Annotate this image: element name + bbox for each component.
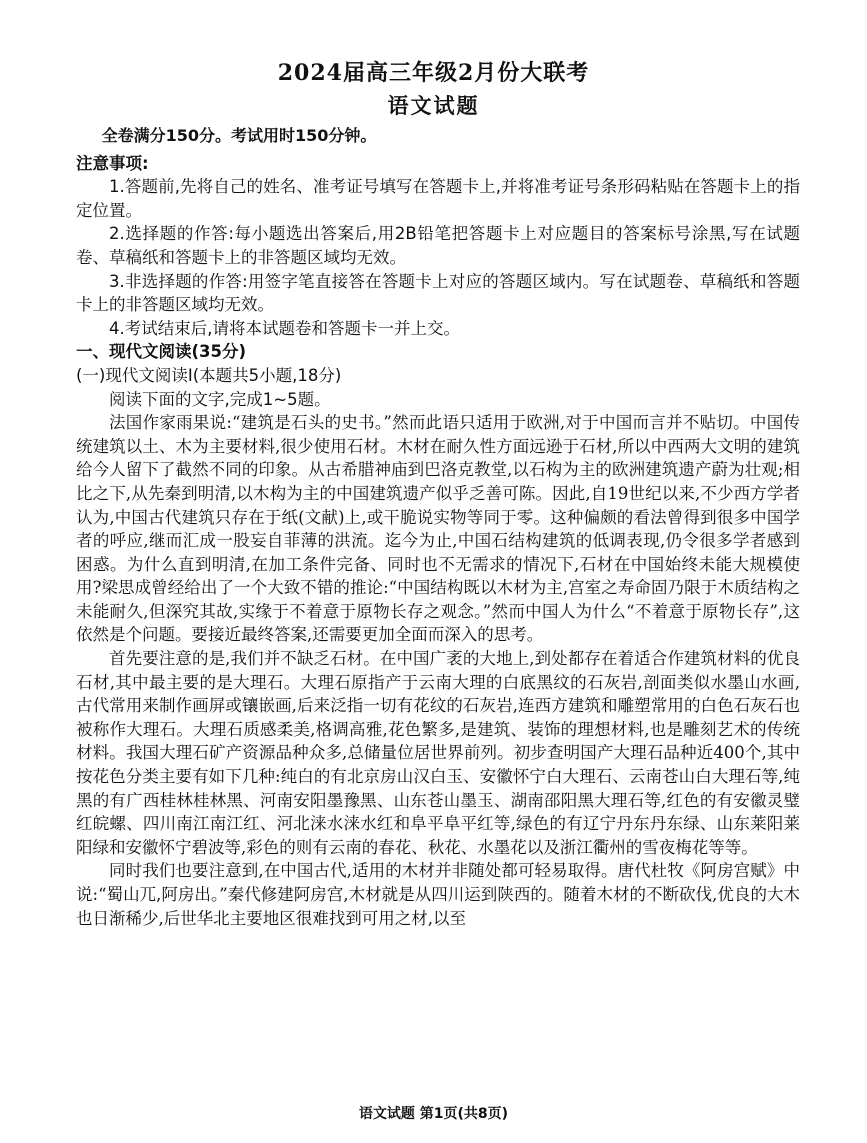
exam-title: 2024届高三年级2月份大联考 [277, 60, 590, 86]
passage-paragraph-2: 首先要注意的是,我们并不缺乏石材。在中国广袤的大地上,到处都存在着适合作建筑材料的优良石材,其中最主要的是大理石。大理石原指产于云南大理的白底黑纹的石灰岩,剖面类似水墨山水画,古代常用来制作画屏或镶嵌画,后来泛指一切有花纹的石灰岩,连西方建筑和雕塑常用的白色石灰石也被称作大理石。大理石质感柔美,格调高雅,花色繁多,是建筑、装饰的理想材料,也是雕刻艺术的传统材料。我国大理石矿产资源品种众多,总储量位居世界前列。初步查明国产大理石品种近400个,其中按花色分类主要有如下几种:纯白的有北京房山汉白玉、安徽怀宁白大理石、云南苍山白大理石等,纯黑的有广西桂林桂林黑、河南安阳墨豫黑、山东苍山墨玉、湖南邵阳黑大理石等,红色的有安徽灵璧红皖螺、四川南江南江红、河北涞水涞水红和阜平阜平红等,绿色的有辽宁丹东丹东绿、山东莱阳莱阳绿和安徽怀宁碧波等,彩色的则有云南的春花、秋花、水墨花以及浙江衢州的雪夜梅花等等。 [76, 649, 800, 857]
notice-item-2: 2.选择题的作答:每小题选出答案后,用2B铅笔把答题卡上对应题目的答案标号涂黑,写在试题卷、草稿纸和答题卡上的非答题区域均无效。 [76, 224, 800, 267]
passage-paragraph-3: 同时我们也要注意到,在中国古代,适用的木材并非随处都可轻易取得。唐代杜牧《阿房宫赋》中说:“蜀山兀,阿房出。”秦代修建阿房宫,木材就是从四川运到陕西的。随着木材的不断砍伐,优良的大木也日渐稀少,后世华北主要地区很难找到可用之材,以至 [76, 861, 800, 928]
exam-subject-title: 语文试题 [387, 93, 480, 118]
page-body [76, 124, 800, 930]
reading-instruction: 阅读下面的文字,完成1~5题。 [109, 389, 331, 409]
section-heading: 一、现代文阅读(35分) [76, 342, 247, 362]
subsection-heading: (一)现代文阅读Ⅰ(本题共5小题,18分) [76, 365, 342, 385]
notice-item-4: 4.考试结束后,请将本试题卷和答题卡一并上交。 [109, 318, 460, 338]
notice-heading: 注意事项: [76, 153, 149, 173]
notice-block [76, 152, 800, 341]
score-time-line: 全卷满分150分。考试用时150分钟。 [101, 126, 377, 145]
page-footer: 语文试题 第1页(共8页) [358, 1106, 509, 1122]
reading-passage [76, 411, 800, 930]
passage-paragraph-1: 法国作家雨果说:“建筑是石头的史书。”然而此语只适用于欧洲,对于中国而言并不贴切。中国传统建筑以土、木为主要材料,很少使用石材。木材在耐久性方面远逊于石材,所以中西两大文明的建筑给今人留下了截然不同的印象。从古希腊神庙到巴洛克教堂,以石构为主的欧洲建筑遗产蔚为壮观;相比之下,从先秦到明清,以木构为主的中国建筑遗产似乎乏善可陈。因此,自19世纪以来,不少西方学者认为,中国古代建筑只存在于纸(文献)上,或干脆说实物等同于零。这种偏颇的看法曾得到很多中国学者的呼应,继而汇成一股妄自菲薄的洪流。迄今为止,中国石结构建筑的低调表现,仍令很多学者感到困惑。为什么直到明清,在加工条件完备、同时也不无需求的情况下,石材在中国始终未能大规模使用?梁思成曾经给出了一个大致不错的推论:“中国结构既以木材为主,宫室之寿命固乃限于木质结构之未能耐久,但深究其故,实缘于不着意于原物长存之观念。”然而中国人为什么“不着意于原物长存”,这依然是个问题。要接近最终答案,还需要更加全面而深入的思考。 [76, 413, 800, 645]
notice-item-3: 3.非选择题的作答:用签字笔直接答在答题卡上对应的答题区域内。写在试题卷、草稿纸和答题卡上的非答题区域均无效。 [76, 271, 800, 315]
notice-item-1: 1.答题前,先将自己的姓名、准考证号填写在答题卡上,并将准考证号条形码粘贴在答题卡上的指定位置。 [76, 177, 800, 220]
